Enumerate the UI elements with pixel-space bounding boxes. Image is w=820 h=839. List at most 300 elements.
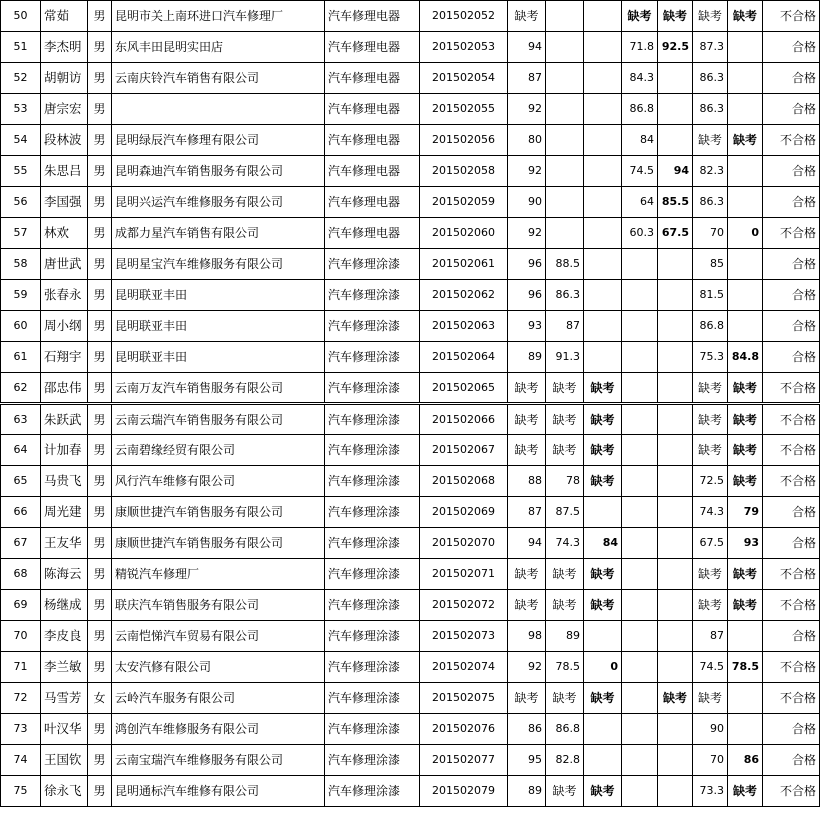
cell-score-4 [622, 559, 658, 590]
cell-company: 昆明通标汽车维修有限公司 [112, 776, 325, 807]
cell-score-2: 82.8 [546, 745, 584, 776]
cell-score-5 [658, 466, 693, 497]
cell-score-4 [622, 373, 658, 404]
cell-number: 64 [1, 435, 41, 466]
cell-name: 叶汉华 [41, 714, 88, 745]
cell-major: 汽车修理涂漆 [325, 745, 420, 776]
cell-score-2: 缺考 [546, 683, 584, 714]
cell-sex: 男 [88, 32, 112, 63]
cell-score-7 [728, 32, 763, 63]
cell-score-1: 92 [508, 94, 546, 125]
cell-score-4 [622, 683, 658, 714]
cell-result: 合格 [763, 32, 820, 63]
cell-name: 常茹 [41, 1, 88, 32]
table-row [1, 683, 820, 714]
cell-number: 71 [1, 652, 41, 683]
cell-score-2: 89 [546, 621, 584, 652]
cell-score-5 [658, 652, 693, 683]
cell-exam-id: 201502058 [420, 156, 508, 187]
cell-name: 王国钦 [41, 745, 88, 776]
cell-name: 周小纲 [41, 311, 88, 342]
cell-score-4 [622, 249, 658, 280]
cell-name: 徐永飞 [41, 776, 88, 807]
cell-score-3 [584, 125, 622, 156]
cell-company: 昆明兴运汽车维修服务有限公司 [112, 187, 325, 218]
cell-score-5 [658, 249, 693, 280]
cell-company: 云南万友汽车销售服务有限公司 [112, 373, 325, 404]
cell-sex: 男 [88, 590, 112, 621]
cell-exam-id: 201502079 [420, 776, 508, 807]
cell-result: 不合格 [763, 218, 820, 249]
cell-company: 昆明市关上南环进口汽车修理厂 [112, 1, 325, 32]
cell-major: 汽车修理电器 [325, 1, 420, 32]
cell-result: 不合格 [763, 466, 820, 497]
cell-score-3: 缺考 [584, 373, 622, 404]
cell-sex: 男 [88, 528, 112, 559]
cell-exam-id: 201502074 [420, 652, 508, 683]
cell-score-3 [584, 94, 622, 125]
cell-sex: 女 [88, 683, 112, 714]
cell-score-4: 60.3 [622, 218, 658, 249]
cell-number: 51 [1, 32, 41, 63]
cell-score-4 [622, 342, 658, 373]
cell-score-3 [584, 497, 622, 528]
cell-score-5 [658, 373, 693, 404]
cell-score-1: 87 [508, 497, 546, 528]
table-row [1, 776, 820, 807]
cell-score-3 [584, 342, 622, 373]
cell-major: 汽车修理涂漆 [325, 466, 420, 497]
cell-name: 张春永 [41, 280, 88, 311]
cell-result: 不合格 [763, 1, 820, 32]
table-row [1, 373, 820, 404]
cell-score-5: 缺考 [658, 1, 693, 32]
cell-company: 联庆汽车销售服务有限公司 [112, 590, 325, 621]
cell-score-4 [622, 280, 658, 311]
cell-score-1: 92 [508, 218, 546, 249]
cell-company: 昆明星宝汽车维修服务有限公司 [112, 249, 325, 280]
cell-result: 合格 [763, 497, 820, 528]
cell-name: 朱思吕 [41, 156, 88, 187]
cell-score-2 [546, 94, 584, 125]
cell-score-1: 缺考 [508, 404, 546, 435]
cell-score-4 [622, 497, 658, 528]
cell-score-5 [658, 776, 693, 807]
cell-score-6: 87 [693, 621, 728, 652]
cell-score-1: 96 [508, 280, 546, 311]
cell-score-6: 缺考 [693, 435, 728, 466]
cell-score-2: 缺考 [546, 590, 584, 621]
cell-number: 62 [1, 373, 41, 404]
cell-score-4: 84 [622, 125, 658, 156]
cell-company: 云南碧缘经贸有限公司 [112, 435, 325, 466]
cell-score-3: 84 [584, 528, 622, 559]
cell-exam-id: 201502060 [420, 218, 508, 249]
cell-result: 合格 [763, 156, 820, 187]
cell-score-5 [658, 714, 693, 745]
cell-score-3 [584, 1, 622, 32]
cell-score-7: 79 [728, 497, 763, 528]
cell-number: 56 [1, 187, 41, 218]
cell-major: 汽车修理涂漆 [325, 621, 420, 652]
cell-score-7: 86 [728, 745, 763, 776]
cell-major: 汽车修理涂漆 [325, 590, 420, 621]
table-row [1, 32, 820, 63]
cell-score-7: 缺考 [728, 559, 763, 590]
cell-major: 汽车修理涂漆 [325, 373, 420, 404]
cell-score-2 [546, 187, 584, 218]
cell-company: 精锐汽车修理厂 [112, 559, 325, 590]
cell-score-4 [622, 435, 658, 466]
cell-score-3: 缺考 [584, 435, 622, 466]
cell-score-7: 0 [728, 218, 763, 249]
cell-exam-id: 201502056 [420, 125, 508, 156]
cell-company [112, 94, 325, 125]
cell-sex: 男 [88, 745, 112, 776]
cell-result: 不合格 [763, 404, 820, 435]
cell-exam-id: 201502062 [420, 280, 508, 311]
cell-major: 汽车修理涂漆 [325, 280, 420, 311]
cell-score-6: 75.3 [693, 342, 728, 373]
cell-sex: 男 [88, 342, 112, 373]
cell-major: 汽车修理涂漆 [325, 683, 420, 714]
cell-score-7: 78.5 [728, 652, 763, 683]
cell-name: 段林波 [41, 125, 88, 156]
table-row [1, 528, 820, 559]
cell-score-1: 95 [508, 745, 546, 776]
cell-score-3: 缺考 [584, 466, 622, 497]
cell-company: 云南云瑞汽车销售服务有限公司 [112, 404, 325, 435]
cell-major: 汽车修理电器 [325, 187, 420, 218]
cell-major: 汽车修理电器 [325, 218, 420, 249]
cell-score-6: 72.5 [693, 466, 728, 497]
cell-score-6: 82.3 [693, 156, 728, 187]
cell-exam-id: 201502061 [420, 249, 508, 280]
cell-number: 74 [1, 745, 41, 776]
cell-name: 王友华 [41, 528, 88, 559]
cell-number: 73 [1, 714, 41, 745]
cell-score-1: 96 [508, 249, 546, 280]
cell-score-5: 92.5 [658, 32, 693, 63]
cell-score-4 [622, 621, 658, 652]
cell-company: 昆明绿辰汽车修理有限公司 [112, 125, 325, 156]
cell-exam-id: 201502065 [420, 373, 508, 404]
cell-sex: 男 [88, 156, 112, 187]
cell-score-3 [584, 187, 622, 218]
cell-number: 67 [1, 528, 41, 559]
cell-score-5 [658, 590, 693, 621]
cell-number: 72 [1, 683, 41, 714]
cell-exam-id: 201502063 [420, 311, 508, 342]
cell-name: 马贵飞 [41, 466, 88, 497]
cell-name: 朱跃武 [41, 404, 88, 435]
cell-score-6: 缺考 [693, 125, 728, 156]
cell-result: 不合格 [763, 125, 820, 156]
cell-score-4 [622, 714, 658, 745]
cell-score-7 [728, 249, 763, 280]
cell-score-1: 缺考 [508, 559, 546, 590]
cell-result: 合格 [763, 63, 820, 94]
cell-company: 昆明联亚丰田 [112, 311, 325, 342]
cell-score-7 [728, 683, 763, 714]
cell-exam-id: 201502069 [420, 497, 508, 528]
cell-name: 林欢 [41, 218, 88, 249]
cell-score-6: 70 [693, 218, 728, 249]
cell-score-5 [658, 280, 693, 311]
cell-sex: 男 [88, 497, 112, 528]
cell-score-2: 87 [546, 311, 584, 342]
table-row [1, 714, 820, 745]
cell-score-4 [622, 528, 658, 559]
cell-result: 不合格 [763, 373, 820, 404]
cell-score-4 [622, 776, 658, 807]
cell-score-7: 84.8 [728, 342, 763, 373]
cell-major: 汽车修理电器 [325, 125, 420, 156]
table-row [1, 280, 820, 311]
cell-score-3 [584, 311, 622, 342]
cell-score-7 [728, 280, 763, 311]
cell-number: 53 [1, 94, 41, 125]
cell-score-7: 缺考 [728, 466, 763, 497]
cell-score-5: 94 [658, 156, 693, 187]
cell-score-5 [658, 311, 693, 342]
cell-score-1: 93 [508, 311, 546, 342]
cell-name: 计加春 [41, 435, 88, 466]
cell-major: 汽车修理电器 [325, 94, 420, 125]
cell-score-7: 缺考 [728, 1, 763, 32]
cell-score-3: 缺考 [584, 590, 622, 621]
cell-number: 60 [1, 311, 41, 342]
cell-company: 东风丰田昆明实田店 [112, 32, 325, 63]
cell-sex: 男 [88, 373, 112, 404]
cell-score-5 [658, 621, 693, 652]
table-row [1, 187, 820, 218]
cell-sex: 男 [88, 218, 112, 249]
cell-score-1: 90 [508, 187, 546, 218]
cell-score-3 [584, 621, 622, 652]
cell-exam-id: 201502073 [420, 621, 508, 652]
cell-score-1: 缺考 [508, 683, 546, 714]
cell-score-7 [728, 714, 763, 745]
cell-score-3 [584, 249, 622, 280]
table-row [1, 652, 820, 683]
cell-number: 66 [1, 497, 41, 528]
cell-major: 汽车修理涂漆 [325, 342, 420, 373]
cell-result: 合格 [763, 745, 820, 776]
cell-score-5 [658, 559, 693, 590]
cell-result: 合格 [763, 94, 820, 125]
cell-name: 马雪芳 [41, 683, 88, 714]
cell-major: 汽车修理涂漆 [325, 559, 420, 590]
cell-score-7: 缺考 [728, 590, 763, 621]
cell-score-6: 85 [693, 249, 728, 280]
cell-major: 汽车修理涂漆 [325, 497, 420, 528]
cell-score-2: 87.5 [546, 497, 584, 528]
cell-score-5 [658, 745, 693, 776]
cell-score-4: 74.5 [622, 156, 658, 187]
cell-score-1: 缺考 [508, 1, 546, 32]
cell-score-7: 93 [728, 528, 763, 559]
cell-score-1: 92 [508, 652, 546, 683]
cell-number: 70 [1, 621, 41, 652]
cell-score-6: 缺考 [693, 1, 728, 32]
cell-score-6: 缺考 [693, 590, 728, 621]
cell-score-6: 90 [693, 714, 728, 745]
table-row [1, 497, 820, 528]
cell-company: 太安汽修有限公司 [112, 652, 325, 683]
cell-score-6: 86.3 [693, 187, 728, 218]
cell-score-7: 缺考 [728, 776, 763, 807]
cell-sex: 男 [88, 1, 112, 32]
cell-score-6: 73.3 [693, 776, 728, 807]
table-row [1, 745, 820, 776]
cell-score-3: 缺考 [584, 559, 622, 590]
cell-score-2 [546, 63, 584, 94]
cell-sex: 男 [88, 466, 112, 497]
table-row [1, 94, 820, 125]
cell-score-5 [658, 497, 693, 528]
cell-exam-id: 201502052 [420, 1, 508, 32]
cell-exam-id: 201502076 [420, 714, 508, 745]
cell-score-5 [658, 435, 693, 466]
cell-score-4: 64 [622, 187, 658, 218]
cell-score-2: 缺考 [546, 559, 584, 590]
cell-major: 汽车修理涂漆 [325, 652, 420, 683]
cell-name: 李皮良 [41, 621, 88, 652]
table-row [1, 156, 820, 187]
cell-score-2 [546, 125, 584, 156]
cell-score-6: 87.3 [693, 32, 728, 63]
cell-score-7 [728, 621, 763, 652]
cell-name: 李国强 [41, 187, 88, 218]
cell-sex: 男 [88, 776, 112, 807]
cell-exam-id: 201502075 [420, 683, 508, 714]
table-row [1, 63, 820, 94]
cell-sex: 男 [88, 559, 112, 590]
cell-score-2 [546, 1, 584, 32]
cell-result: 合格 [763, 342, 820, 373]
cell-score-1: 缺考 [508, 373, 546, 404]
cell-result: 合格 [763, 249, 820, 280]
cell-score-1: 94 [508, 528, 546, 559]
table-row [1, 218, 820, 249]
cell-score-6: 86.8 [693, 311, 728, 342]
cell-score-3: 缺考 [584, 776, 622, 807]
cell-score-7 [728, 311, 763, 342]
cell-score-2: 缺考 [546, 373, 584, 404]
cell-major: 汽车修理涂漆 [325, 714, 420, 745]
cell-score-1: 98 [508, 621, 546, 652]
cell-result: 合格 [763, 311, 820, 342]
cell-name: 杨继成 [41, 590, 88, 621]
cell-result: 不合格 [763, 652, 820, 683]
cell-number: 69 [1, 590, 41, 621]
cell-name: 周光建 [41, 497, 88, 528]
cell-score-4 [622, 466, 658, 497]
cell-score-2 [546, 32, 584, 63]
cell-result: 不合格 [763, 683, 820, 714]
cell-score-5: 67.5 [658, 218, 693, 249]
cell-exam-id: 201502054 [420, 63, 508, 94]
cell-score-7: 缺考 [728, 373, 763, 404]
cell-score-6: 缺考 [693, 404, 728, 435]
cell-result: 不合格 [763, 590, 820, 621]
cell-score-2: 缺考 [546, 404, 584, 435]
cell-score-3 [584, 156, 622, 187]
table-row [1, 559, 820, 590]
cell-result: 合格 [763, 714, 820, 745]
cell-company: 鸿创汽车维修服务有限公司 [112, 714, 325, 745]
cell-score-1: 94 [508, 32, 546, 63]
cell-major: 汽车修理涂漆 [325, 311, 420, 342]
cell-major: 汽车修理涂漆 [325, 404, 420, 435]
cell-sex: 男 [88, 94, 112, 125]
cell-score-2: 86.8 [546, 714, 584, 745]
table-row [1, 342, 820, 373]
cell-score-1: 88 [508, 466, 546, 497]
cell-major: 汽车修理涂漆 [325, 776, 420, 807]
table-row [1, 1, 820, 32]
cell-company: 风行汽车维修有限公司 [112, 466, 325, 497]
cell-result: 合格 [763, 280, 820, 311]
cell-result: 不合格 [763, 776, 820, 807]
cell-score-5 [658, 125, 693, 156]
cell-result: 合格 [763, 621, 820, 652]
cell-sex: 男 [88, 714, 112, 745]
cell-score-6: 81.5 [693, 280, 728, 311]
cell-score-5 [658, 528, 693, 559]
cell-company: 昆明联亚丰田 [112, 280, 325, 311]
cell-score-1: 92 [508, 156, 546, 187]
cell-score-6: 70 [693, 745, 728, 776]
cell-major: 汽车修理电器 [325, 32, 420, 63]
cell-sex: 男 [88, 311, 112, 342]
cell-score-7: 缺考 [728, 404, 763, 435]
cell-major: 汽车修理电器 [325, 156, 420, 187]
cell-company: 云南宝瑞汽车维修服务有限公司 [112, 745, 325, 776]
cell-score-4: 71.8 [622, 32, 658, 63]
cell-result: 不合格 [763, 435, 820, 466]
cell-sex: 男 [88, 435, 112, 466]
cell-score-2: 78 [546, 466, 584, 497]
cell-number: 61 [1, 342, 41, 373]
cell-number: 52 [1, 63, 41, 94]
cell-score-6: 缺考 [693, 559, 728, 590]
cell-score-5 [658, 94, 693, 125]
cell-name: 李兰敏 [41, 652, 88, 683]
table-row [1, 590, 820, 621]
cell-score-6: 缺考 [693, 373, 728, 404]
cell-score-5: 85.5 [658, 187, 693, 218]
cell-score-7 [728, 156, 763, 187]
cell-number: 55 [1, 156, 41, 187]
cell-exam-id: 201502071 [420, 559, 508, 590]
cell-company: 昆明联亚丰田 [112, 342, 325, 373]
cell-result: 不合格 [763, 559, 820, 590]
cell-score-2: 86.3 [546, 280, 584, 311]
cell-score-4 [622, 404, 658, 435]
cell-score-3 [584, 714, 622, 745]
table-row [1, 125, 820, 156]
cell-name: 李杰明 [41, 32, 88, 63]
cell-score-2 [546, 156, 584, 187]
cell-result: 合格 [763, 187, 820, 218]
cell-score-4 [622, 745, 658, 776]
cell-number: 59 [1, 280, 41, 311]
cell-exam-id: 201502059 [420, 187, 508, 218]
cell-number: 57 [1, 218, 41, 249]
cell-score-2: 缺考 [546, 435, 584, 466]
